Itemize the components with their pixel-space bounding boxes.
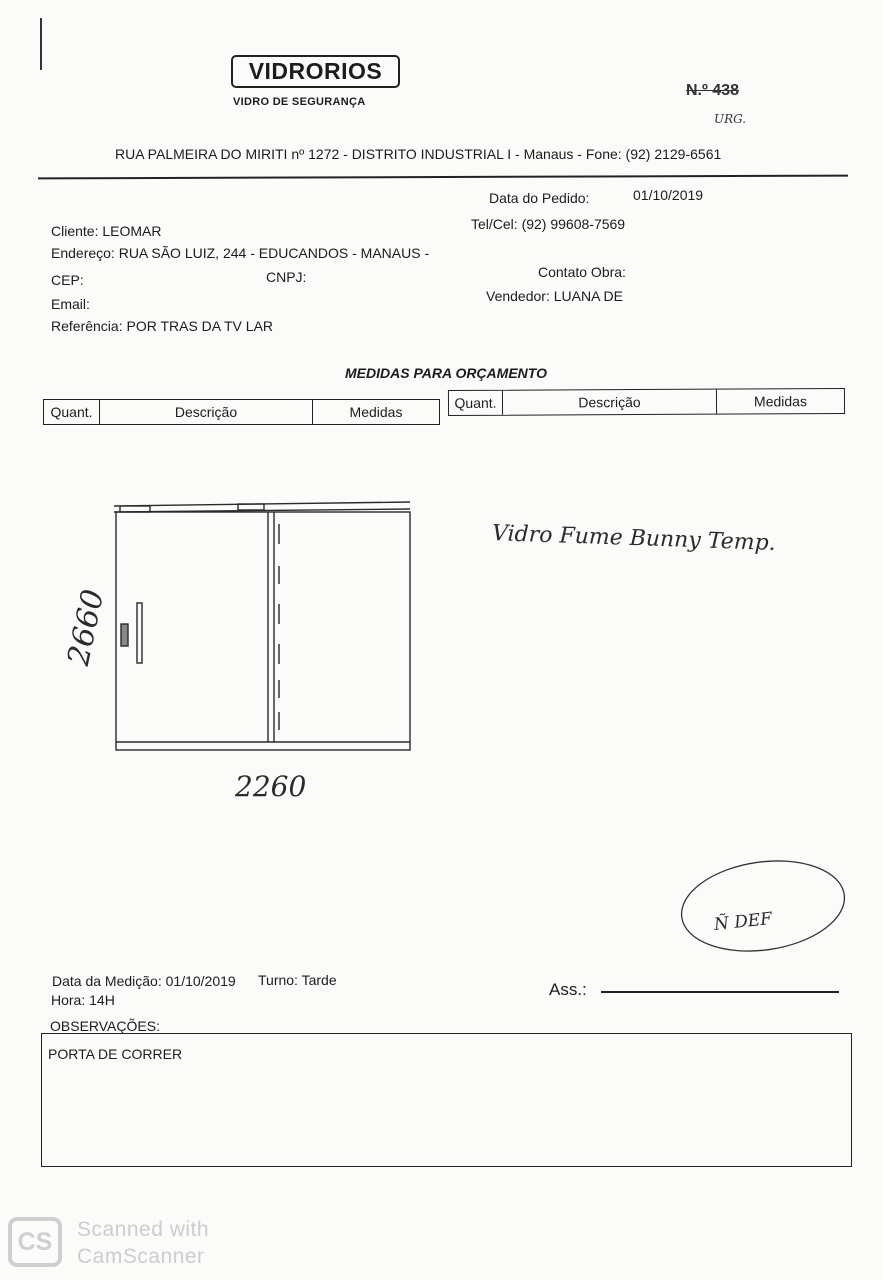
seller-name: Vendedor: LUANA DE (486, 288, 623, 304)
measurement-hour: Hora: 14H (51, 992, 115, 1008)
company-logo: VIDRORIOS (231, 55, 400, 88)
header-divider (38, 175, 848, 180)
reference-field: Referência: POR TRAS DA TV LAR (51, 318, 274, 334)
company-address: RUA PALMEIRA DO MIRITI nº 1272 - DISTRITO INDUSTRIAL I - Manaus - Fone: (92) 2129-6561 (115, 146, 722, 162)
order-date-label: Data do Pedido: (489, 190, 590, 206)
email-field: Email: (51, 296, 90, 312)
margin-mark (40, 18, 42, 70)
height-dimension: 2660 (61, 586, 112, 669)
site-contact: Contato Obra: (538, 264, 626, 280)
cep-field: CEP: (51, 272, 84, 288)
column-quant: Quant. (449, 391, 503, 415)
observations-label: OBSERVAÇÕES: (50, 1018, 160, 1034)
column-description: Descrição (503, 390, 717, 415)
measures-table-right (448, 388, 845, 416)
watermark-line-1: Scanned with (77, 1218, 210, 1241)
order-date-value: 01/10/2019 (633, 187, 704, 203)
glass-description: Vidro Fume Bunny Temp. (491, 521, 777, 556)
observations-text: PORTA DE CORRER (48, 1046, 183, 1062)
document-number: N.º 438 (686, 82, 739, 99)
column-measures: Medidas (753, 393, 807, 410)
camscanner-logo: CS (8, 1217, 62, 1267)
client-phone: Tel/Cel: (92) 99608-7569 (471, 216, 626, 232)
column-measures: Medidas (349, 404, 403, 420)
column-description: Descrição (100, 400, 313, 424)
handwritten-urgent-note: URG. (714, 112, 747, 126)
company-tagline: VIDRO DE SEGURANÇA (233, 96, 366, 108)
width-dimension: 2260 (235, 770, 307, 803)
column-quant: Quant. (44, 400, 100, 424)
measures-title: MEDIDAS PARA ORÇAMENTO (345, 365, 547, 381)
circle-annotation (677, 856, 849, 956)
watermark-line-2: CamScanner (77, 1245, 205, 1268)
not-defined-note: Ñ DEF (713, 909, 774, 935)
sliding-door-drawing (110, 498, 416, 756)
signature-label: Ass.: (549, 980, 587, 999)
observations-box (41, 1033, 852, 1167)
cnpj-field: CNPJ: (266, 269, 307, 285)
shift: Turno: Tarde (258, 972, 337, 988)
measures-table-left (43, 399, 440, 425)
measurement-date: Data da Medição: 01/10/2019 (52, 973, 236, 989)
signature-line (601, 991, 839, 993)
client-address: Endereço: RUA SÃO LUIZ, 244 - EDUCANDOS - MANAUS - (51, 245, 430, 261)
client-name: Cliente: LEOMAR (51, 223, 162, 239)
